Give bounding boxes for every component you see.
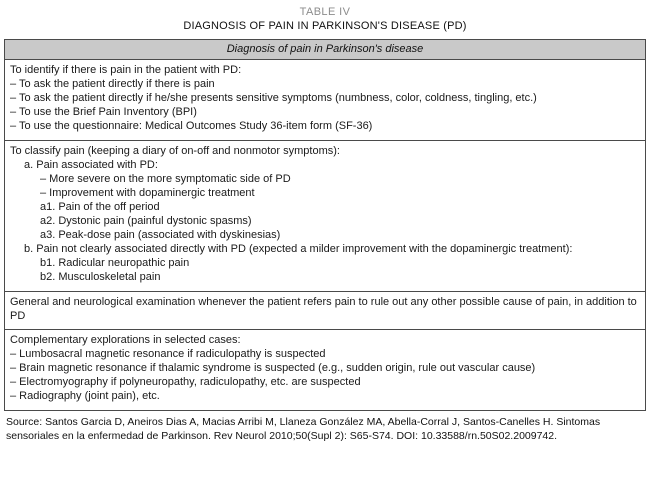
table-line: a. Pain associated with PD: [24,158,158,171]
table-line: – To ask the patient directly if he/she presents sensitive symptoms (numbness, color, coldness, tingling, etc.) [10,91,537,104]
table-section-complementary-explorations [5,329,645,410]
table-line: b1. Radicular neuropathic pain [40,256,190,269]
table-line: a2. Dystonic pain (painful dystonic spasms) [40,214,252,227]
table-line: Complementary explorations in selected cases: [10,334,241,347]
source-note: Source: Santos Garcia D, Aneiros Dias A, Macias Arribi M, Llaneza González MA, Abella-Corral J, Santos-Canelles H. Sintomas sensoriales en la enfermedad de Parkinson. Rev Neurol 2010;50(Supl 2): S65-S74. DOI: 10.33588/rn.50S02.2009742. [6,416,601,442]
table-line: – To use the questionnaire: Medical Outcomes Study 36-item form (SF-36) [10,119,373,132]
table-header-row: Diagnosis of pain in Parkinson's disease [5,40,645,60]
table-line: – Electromyography if polyneuropathy, radiculopathy, etc. are suspected [10,376,361,389]
table-line: – More severe on the more symptomatic side of PD [40,172,291,185]
table-line: – Improvement with dopaminergic treatment [40,186,255,199]
table-number: TABLE IV [299,6,351,18]
table-line: – Lumbosacral magnetic resonance if radiculopathy is suspected [10,348,326,361]
table-line: – Radiography (joint pain), etc. [10,390,160,403]
table-line: To identify if there is pain in the patient with PD: [10,64,242,76]
table-line: a1. Pain of the off period [40,200,160,213]
table-line: – To use the Brief Pain Inventory (BPI) [10,105,197,118]
table-line: a3. Peak-dose pain (associated with dyskinesias) [40,228,281,241]
table-title: DIAGNOSIS OF PAIN IN PARKINSON'S DISEASE (PD) [183,20,467,32]
diagnosis-table [4,39,646,411]
table-line: b. Pain not clearly associated directly with PD (expected a milder improvement with the dopaminergic treatment): [24,242,573,255]
table-section-identify-pain [5,60,645,140]
table-section-classify-pain [5,140,645,291]
table-line: General and neurological examination whenever the patient refers pain to rule out any other possible cause of pain, in addition to PD [10,295,637,322]
table-line: b2. Musculoskeletal pain [40,270,161,283]
table-caption [4,6,646,32]
table-section-examination [5,291,645,330]
table-line: To classify pain (keeping a diary of on-off and nonmotor symptoms): [10,144,340,157]
table-line: – Brain magnetic resonance if thalamic syndrome is suspected (e.g., sudden origin, rule out vascular cause) [10,362,536,375]
table-line: – To ask the patient directly if there is pain [10,77,215,90]
